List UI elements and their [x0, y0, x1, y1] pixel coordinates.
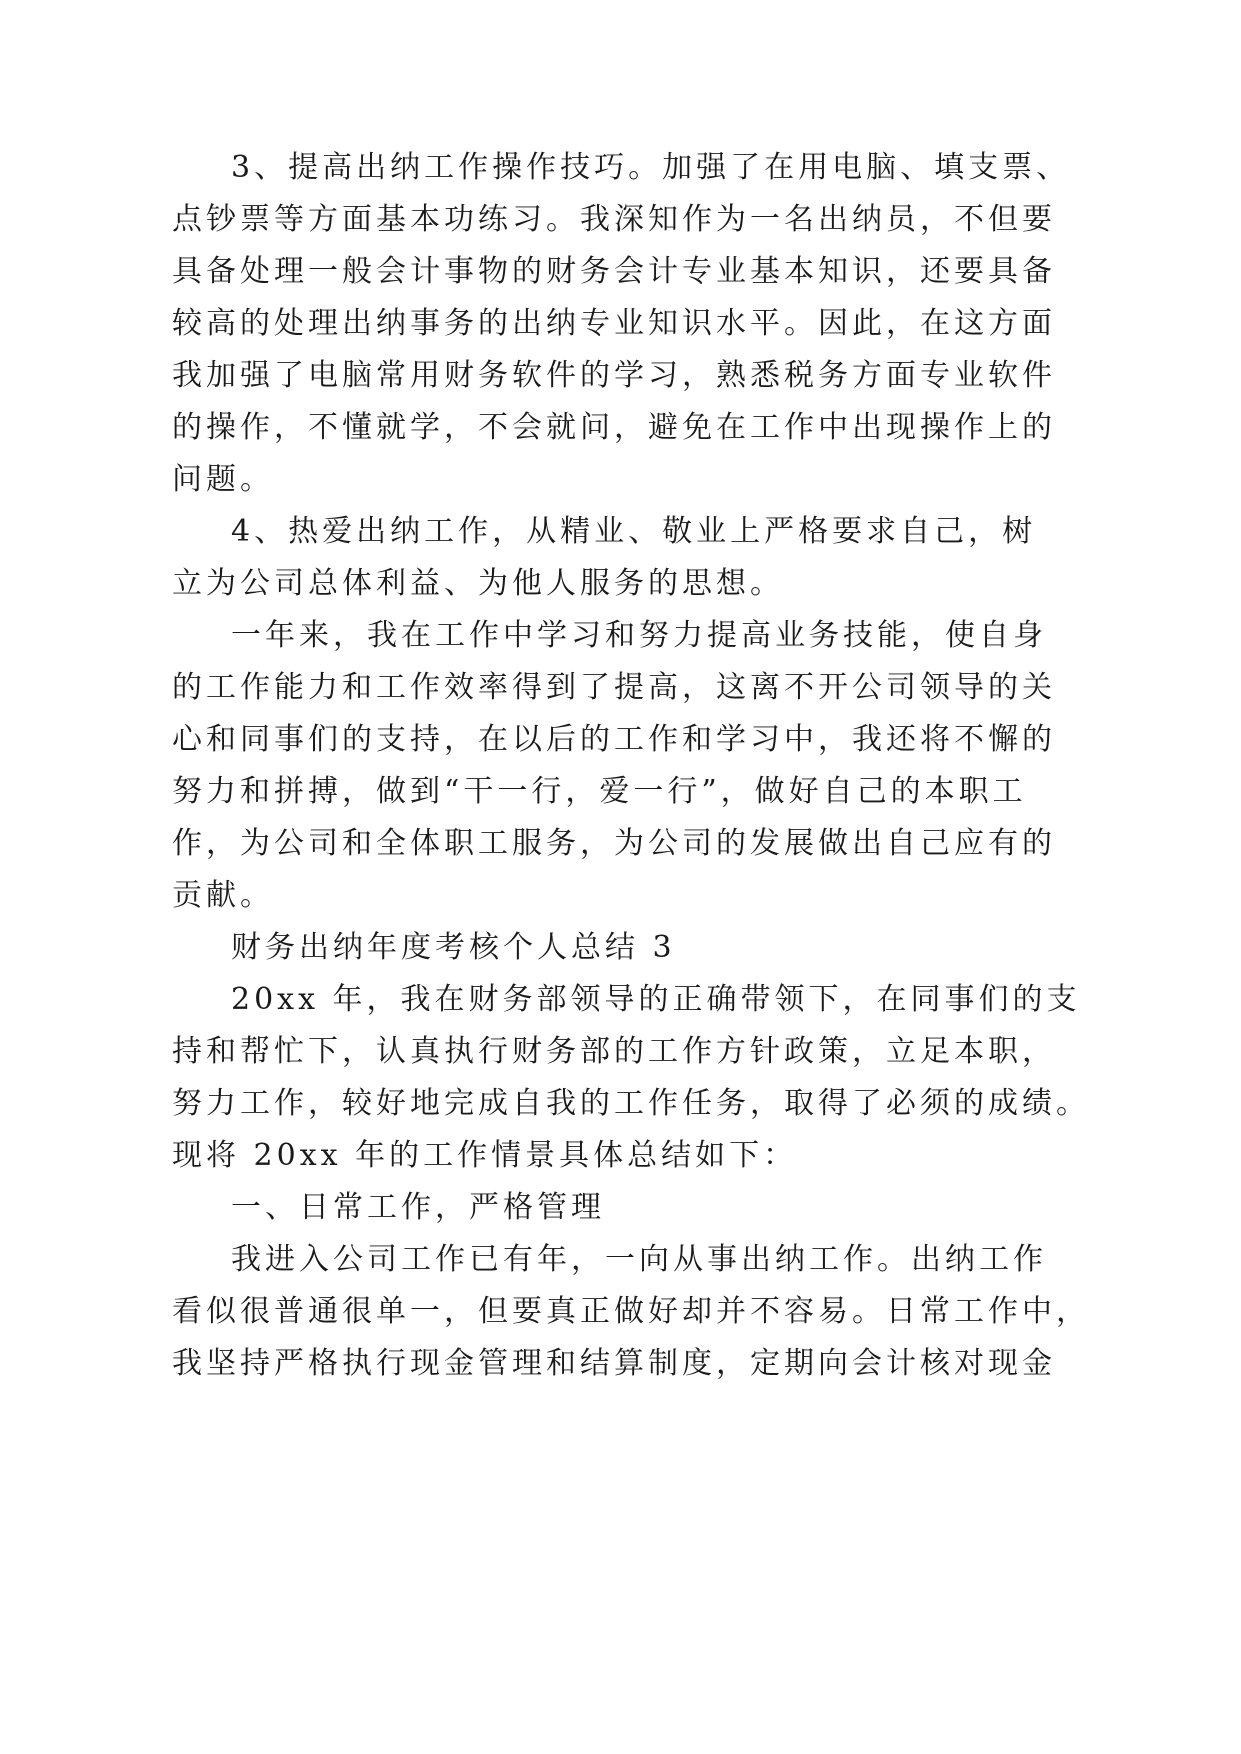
summary-paragraph-line-2: 的工作能力和工作效率得到了提高，这离不开公司领导的关 [172, 670, 1056, 705]
intro-paragraph-line-3: 努力工作，较好地完成自我的工作任务，取得了必须的成绩。 [172, 1086, 1090, 1121]
paragraph-3-line-7: 问题。 [172, 462, 274, 497]
section-title: 财务出纳年度考核个人总结 3 [231, 930, 676, 965]
paragraph-3-line-1: 3、提高出纳工作操作技巧。加强了在用电脑、填支票、 [231, 150, 1071, 185]
daily-work-paragraph-line-3: 我坚持严格执行现金管理和结算制度，定期向会计核对现金 [172, 1346, 1056, 1381]
intro-paragraph-line-4: 现将 20xx 年的工作情景具体总结如下： [172, 1138, 798, 1173]
summary-paragraph-line-4: 努力和拼搏，做到“干一行，爱一行”，做好自己的本职工 [172, 774, 1027, 809]
summary-paragraph-line-1: 一年来，我在工作中学习和努力提高业务技能，使自身 [231, 618, 1047, 653]
intro-paragraph-line-1: 20xx 年，我在财务部领导的正确带领下，在同事们的支 [231, 982, 1081, 1017]
intro-paragraph-line-2: 持和帮忙下，认真执行财务部的工作方针政策，立足本职， [172, 1034, 1056, 1069]
daily-work-paragraph-line-1: 我进入公司工作已有年，一向从事出纳工作。出纳工作 [231, 1242, 1047, 1277]
paragraph-3-line-4: 较高的处理出纳事务的出纳专业知识水平。因此，在这方面 [172, 306, 1056, 341]
paragraph-4-line-2: 立为公司总体利益、为他人服务的思想。 [172, 566, 784, 601]
paragraph-3-line-3: 具备处理一般会计事物的财务会计专业基本知识，还要具备 [172, 254, 1056, 289]
paragraph-4-line-1: 4、热爱出纳工作，从精业、敬业上严格要求自己，树 [231, 514, 1037, 549]
subsection-heading: 一、日常工作，严格管理 [231, 1190, 605, 1225]
paragraph-3-line-2: 点钞票等方面基本功练习。我深知作为一名出纳员，不但要 [172, 202, 1056, 237]
paragraph-3-line-6: 的操作，不懂就学，不会就问，避免在工作中出现操作上的 [172, 410, 1056, 445]
daily-work-paragraph-line-2: 看似很普通很单一，但要真正做好却并不容易。日常工作中， [172, 1294, 1090, 1329]
summary-paragraph-line-6: 贡献。 [172, 878, 274, 913]
summary-paragraph-line-3: 心和同事们的支持，在以后的工作和学习中，我还将不懈的 [172, 722, 1056, 757]
summary-paragraph-line-5: 作，为公司和全体职工服务，为公司的发展做出自己应有的 [172, 826, 1056, 861]
paragraph-3-line-5: 我加强了电脑常用财务软件的学习，熟悉税务方面专业软件 [172, 358, 1056, 393]
